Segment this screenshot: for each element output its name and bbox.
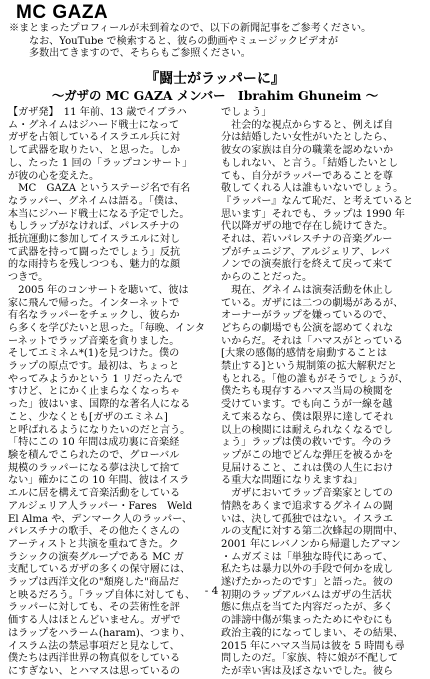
article-text-line: El Alma や、デンマーク人のラッパー、 [8,513,192,525]
article-text-line: と映るだろう。「ラップ自体に対しても、 [8,589,196,601]
article-text-line: えて来るなら、僕は限界に達してそれ [221,411,394,423]
article-text-line: なラッパー、グネイムは語る。「僕は、 [8,195,185,207]
article-text-line: 分は結婚したい女性がいたとしたら、 [221,132,394,144]
article-text-line: し、たった 1 回の「ラップコンサート」 [8,157,193,169]
article-text-line: ガザを占領しているイスラエル兵に対 [8,132,181,144]
article-text-line: 本当にジハード戦士になる予定でした。 [8,208,190,220]
article-text-line: 初期のラップアルバムはガザの生活状 [221,589,392,601]
article-text-line: 政治主義的になってしまい、その結果、 [221,627,404,639]
article-text-line: ・ムガズミは「単独な時代にあって、 [221,551,393,563]
article-text-line: 思います」それでも、ラップは 1990 年 [221,208,405,220]
article-text-line: ガザにおいてラップ音楽家としての [221,488,393,500]
article-headline: 『闘士がラッパーに』 [145,71,285,87]
article-text-line: ない」確かにこの 10 年間、彼はイスラ [8,475,190,487]
article-text-line: 抵抗運動に参加してイスラエルに対し [8,234,181,246]
article-text-line: 代以降ガザの地で存在し続けてきた。 [221,221,394,233]
article-text-line: 現在、グネイムは演奏活動を休止し [221,284,393,296]
article-text-line: たが幸い害は及ぼさないでした。彼ら [221,665,394,677]
article-text-line: そしてエミネム*(1)を見つけた。僕の [8,348,180,360]
article-text-line: と呼ばれるようになりたいのだと言う。 [8,424,191,436]
article-text-line: ら多くを学びたいと思った。「毎晩、インタ [8,322,206,334]
article-left-column [8,107,213,677]
article-text-line: 規模のラッパーになる夢は決して捨て [8,462,180,474]
article-text-line: MC GAZA というステージ名で有名 [8,183,191,195]
article-text-line: 2001 年にレバノンから帰還したアマン [221,538,401,550]
article-text-line: ーネットでラップ音楽を貪りました。 [8,335,180,347]
article-text-line: でしょう」 [221,107,272,118]
article-text-line: それは、若いパレスチナの音楽グルー [221,234,393,246]
article-text-line: 情熱をあくまで追求するグネイムの闘 [221,500,393,512]
article-text-line: アーティストと共演を重ねてきた。ク [8,538,179,550]
article-text-line: ょう」ラップは僕の救いです。今のラ [221,437,393,449]
article-text-line: プがチュニジア、アルジェリア、レバ [221,246,390,258]
article-text-line: 「特にこの 10 年間は成功裏に音楽経 [8,437,180,449]
article-text-line: 以上の検閲には耐えられなくなるでし [221,424,394,436]
article-text-line: 受けています。でも向こうが一線を越 [221,399,393,411]
article-text-line: ても、自分がラッパーであることを尊 [221,170,393,182]
article-right-column [221,107,426,677]
article-text-line: からのことだった。 [221,272,313,284]
article-text-line: すけど、とにかく止まらなくなっちゃ [8,386,181,398]
article-text-line: 見届けること、これは僕の人生におけ [221,462,394,474]
article-text-line: った」彼はいま、国際的な著名人になる [8,399,191,411]
article-text-line: る重大な問題になりえますね」 [221,475,363,487]
article-text-line: 問したのだ。「家族、特に娘が不配して [221,653,399,665]
article-text-line: イスラム法の禁忌事項だと見なして、 [8,640,180,652]
article-text-line: 僕たちは西洋世界の物真似をしている [8,653,181,665]
article-text-line: いからだ。それは「ハマスがとっている [221,335,404,347]
article-text-line: 敬してくれる人は誰もいないでしょう。 [221,183,404,195]
article-text-line: 僕たちも現存するハマス当局の検閲を [221,386,394,398]
article-text-line: つきで。 [8,272,49,284]
article-text-line: の誹謗中傷が集まったためにやむにも [221,615,394,627]
article-text-line: 禁止する]という規制策の拡大解釈だと [221,361,398,373]
article-text-line: ム・グネイムはジハード戦士になって [8,119,180,131]
article-text-line: ラップの原点です。最初は、ちょっと [8,361,180,373]
article-text-line: 家に飛んで帰った。インターネットで [8,297,180,309]
article-text-line: 彼女の家族は自分の職業を認めないか [221,145,394,157]
article-text-line: が彼の心を変えた。 [8,170,100,182]
article-text-line: アルジェリア人ラッパー・Fares Weld [8,500,193,512]
article-text-line: [大衆の感傷的感情を扇動することは [221,348,387,360]
article-text-line: 態に焦点を当てた内容だったが、多く [221,602,394,614]
article-text-line: 2015 年にハマス当局は彼を 5 時間も尋 [221,640,405,652]
notice-line: 多数出てきますので、そちらもご参照ください。 [29,48,251,60]
band-title: MC GAZA [16,2,109,23]
article-text-line: はラップをハラーム(haram)、つまり、 [8,627,191,639]
notice-line: なお、YouTube で検索すると、彼らの動画やミュージックビデオが [29,35,339,47]
article-text-line: 社会的な視点からすると、例えば自 [221,119,394,131]
article-text-line: もしれない、と言う。「結婚したいとし [221,157,399,169]
article-text-line: 遂げたかったのです」と語った。彼の [221,577,394,589]
article-text-line: オーナーがラップを嫌っているので、 [221,310,393,322]
article-text-line: 価する人はほとんどいません。ガザで [8,615,181,627]
article-text-line: ノンでの演奏旅行を終えて戻って来て [221,259,393,271]
article-text-line: もとれる。「他の誰もがそうでしょうが、 [221,373,409,385]
article-subheadline: ～ガザの MC GAZA メンバー Ibrahim Ghuneim ～ [51,88,379,103]
article-text-line: 有名なラッパーをチェックし、彼らか [8,310,180,322]
article-text-line: いは、決して孤独ではない。イスラエ [221,513,394,525]
article-text-line: こと、少なくとも[ガザのエミネム] [8,411,168,423]
article-text-line: どちらの劇場でも公演を認めてくれな [221,322,394,334]
article-text-line: て武器を持って闘ったでしょう」反抗 [8,246,181,258]
notice-line: ※まとまったプロフィールが未到着なので、以下の新聞記事をご参考ください。 [9,23,372,34]
article-text-line: して武器を取りたい、と思った。しか [8,145,181,157]
article-text-line: ている。ガザには二つの劇場があるが、 [221,297,404,309]
article-text-line: やってみようかという 1 リだったんで [8,373,183,385]
article-text-line: にすぎない、とハマスは思っているの [8,665,181,677]
article-text-line: パレスチナの歌手、その他たくさんの [8,526,180,538]
article-text-line: 験を積んでこられたので、グローバル [8,449,180,461]
article-text-line: ルの支配に対する第二次蜂起の期間中、 [221,526,404,538]
article-text-line: 私たちは暴力以外の手段で何かを成し [221,564,394,576]
article-text-line: 【ガザ発】 11 年前、13 歳でイブラハ [8,107,187,118]
article-text-line: エルに居を構えて音楽活動をしている [8,488,181,500]
article-text-line: 『ラッパー』なんて恥だ、と考えていると [221,195,414,207]
article-text-line: もしラップがなければ、パレスチナの [8,221,180,233]
article-text-line: ップがこの地でどんな弾圧を被るかを [221,449,394,461]
article-text-line: ラッパーに対しても、その芸術性を評 [8,602,180,614]
notice-block [9,23,421,61]
page-number: - 4 - [204,585,226,597]
article-text-line: ラシックの演奏グループである MC ガ [8,551,184,563]
article-text-line: 2005 年のコンサートを聴いて、彼は [8,284,189,296]
article-text-line: 的な雨持ちを残しつつも、魅力的な顔 [8,259,181,271]
article-text-line: 支配しているガザの多くの保守層には、 [8,564,191,576]
article-text-line: ラップは西洋文化の"頽廃した"商品だ [8,577,180,589]
